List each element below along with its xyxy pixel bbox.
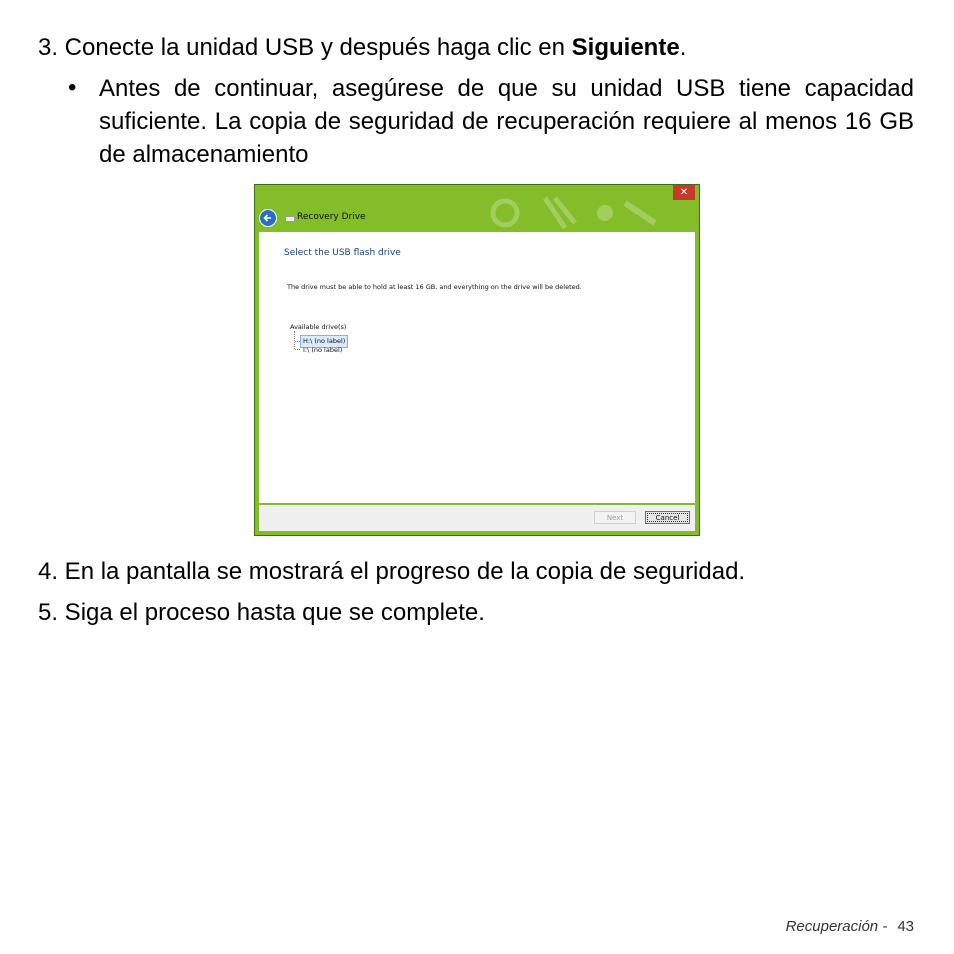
- bullet-symbol: •: [68, 74, 77, 101]
- next-button: Next: [594, 511, 636, 524]
- back-arrow-icon: [259, 209, 277, 227]
- window-footer: [259, 505, 695, 531]
- page-footer: [786, 918, 914, 935]
- close-button: ✕: [673, 185, 695, 200]
- available-drives-label: Available drive(s): [290, 323, 347, 331]
- cancel-button: Cancel: [645, 511, 690, 524]
- recovery-drive-screenshot: [254, 184, 700, 536]
- title-decoration: [485, 193, 665, 233]
- step-5: 5. Siga el proceso hasta que se complete.: [38, 599, 485, 626]
- select-usb-heading: Select the USB flash drive: [284, 248, 401, 258]
- tree-line: [294, 331, 296, 349]
- window-title: Recovery Drive: [297, 212, 366, 222]
- footer-section: Recuperación -: [785, 918, 888, 935]
- step-3-suffix: .: [679, 34, 687, 61]
- usb-drive-icon: [285, 216, 295, 222]
- drive-requirement-text: The drive must be able to hold at least 16 GB, and everything on the drive will be deleted.: [287, 283, 582, 291]
- step-4: 4. En la pantalla se mostrará el progreso de la copia de seguridad.: [38, 558, 746, 585]
- window-content: [259, 232, 695, 503]
- step-3-text: 3. Conecte la unidad USB y después haga clic en: [38, 34, 572, 61]
- drive-item-h: H:\ (no label): [300, 335, 348, 348]
- page-number: 43: [897, 918, 914, 935]
- step-3: [38, 32, 686, 64]
- step-3-bold: Siguiente: [571, 34, 680, 61]
- drive-item-i: I:\ (no label): [303, 346, 343, 354]
- tree-branch: [295, 349, 300, 350]
- bullet-text: Antes de continuar, asegúrese de que su unidad USB tiene capacidad suficiente. La copia de seguridad de recuperación requiere al menos 16 GB de almacenamiento: [99, 75, 914, 168]
